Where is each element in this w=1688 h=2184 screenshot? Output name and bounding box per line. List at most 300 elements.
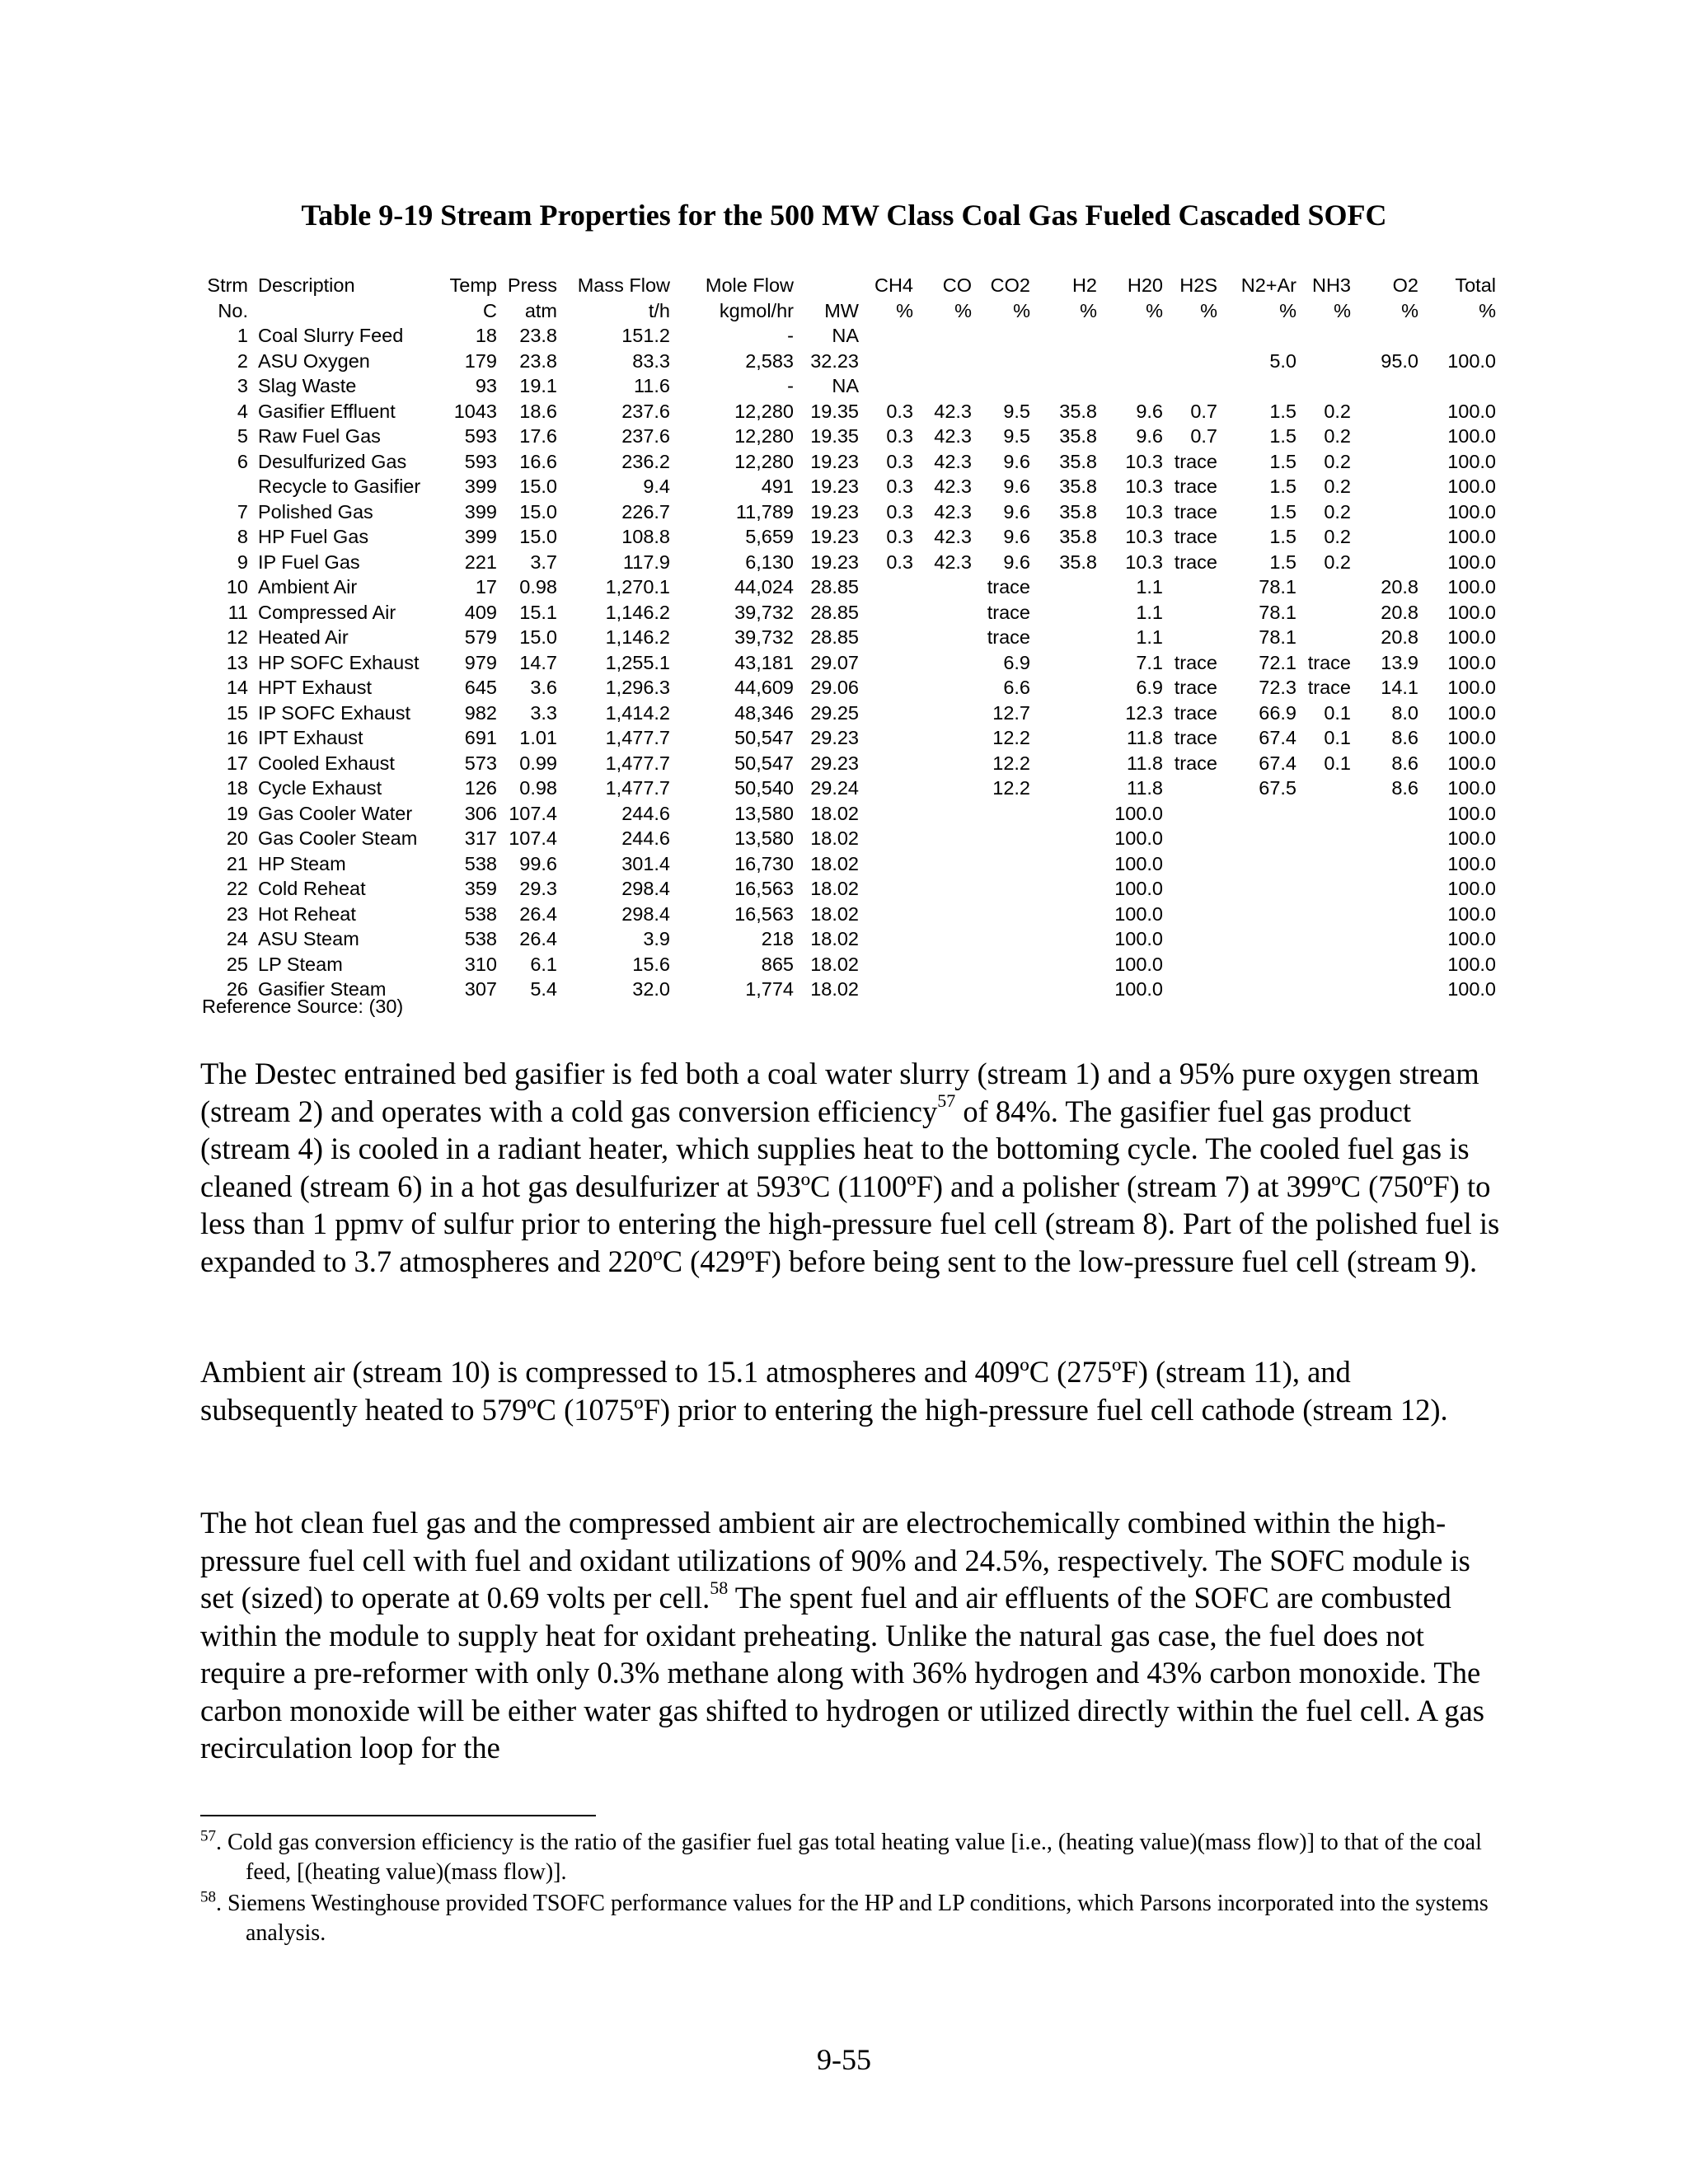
header-row-1 bbox=[202, 273, 1496, 298]
table-cell bbox=[1296, 902, 1351, 927]
table-cell bbox=[859, 625, 913, 650]
table-row bbox=[202, 424, 1496, 449]
table-cell bbox=[972, 876, 1030, 902]
table-cell bbox=[972, 323, 1030, 349]
table-cell: 15.0 bbox=[519, 526, 557, 547]
table-cell bbox=[972, 349, 1030, 374]
table-cell: 4 bbox=[237, 400, 248, 422]
table-cell bbox=[1351, 524, 1418, 550]
table-cell bbox=[1030, 876, 1097, 902]
table-cell: 982 bbox=[464, 701, 497, 724]
table-row bbox=[202, 801, 1496, 827]
table-cell: 100.0 bbox=[1114, 827, 1163, 849]
table-cell: 307 bbox=[464, 978, 497, 1000]
table-row bbox=[202, 776, 1496, 801]
table-cell: 95.0 bbox=[1381, 349, 1418, 372]
table-cell: 1,255.1 bbox=[605, 651, 670, 673]
table-cell: 18.02 bbox=[810, 852, 859, 874]
table-cell: 5.4 bbox=[530, 978, 557, 1000]
paragraph-text: The hot clean fuel gas and the compressed ambient air are electrochemically combined within the high-pressure fuel cell with fuel and oxidant utilizations of 90% and 24.5%, respectively. The SOFC module is set (sized) to operate at 0.69 volts per cell. bbox=[200, 1506, 1470, 1615]
table-cell: trace bbox=[1174, 551, 1217, 573]
table-cell: trace bbox=[1174, 450, 1217, 472]
table-cell: 3.9 bbox=[643, 928, 670, 949]
table-cell: 100.0 bbox=[1114, 878, 1163, 899]
table-cell: Recycle to Gasifier bbox=[258, 476, 421, 497]
table-cell bbox=[1097, 349, 1163, 374]
table-cell: 8.6 bbox=[1391, 752, 1418, 774]
table-cell bbox=[859, 826, 913, 851]
table-cell: 298.4 bbox=[621, 902, 670, 925]
table-cell: 42.3 bbox=[934, 476, 972, 497]
table-cell: trace bbox=[1174, 752, 1217, 774]
table-cell: 26.4 bbox=[519, 902, 557, 925]
table-cell: trace bbox=[987, 601, 1030, 623]
table-cell: trace bbox=[1174, 526, 1217, 547]
column-header: Press bbox=[507, 274, 557, 296]
table-cell: 5.0 bbox=[1269, 349, 1296, 372]
table-cell bbox=[1163, 876, 1217, 902]
table-cell bbox=[1030, 826, 1097, 851]
column-unit: t/h bbox=[648, 299, 670, 321]
table-cell: 0.3 bbox=[886, 425, 913, 447]
table-cell: 100.0 bbox=[1114, 852, 1163, 874]
table-cell: Ambient Air bbox=[258, 576, 358, 598]
table-cell: trace bbox=[1174, 500, 1217, 523]
table-cell: 67.4 bbox=[1259, 727, 1296, 748]
footnote-57 bbox=[200, 1828, 1503, 1887]
table-cell: 9.6 bbox=[1003, 551, 1030, 573]
column-header: NH3 bbox=[1311, 274, 1351, 296]
table-cell bbox=[1217, 801, 1296, 827]
table-cell: 179 bbox=[464, 349, 497, 372]
table-row bbox=[202, 826, 1496, 851]
table-cell: 1,477.7 bbox=[605, 727, 670, 748]
table-cell: 1,414.2 bbox=[605, 701, 670, 724]
table-cell: Desulfurized Gas bbox=[258, 450, 407, 472]
table-cell: 12 bbox=[226, 626, 248, 648]
table-cell: 10.3 bbox=[1125, 450, 1163, 472]
table-cell bbox=[913, 675, 972, 701]
table-cell: 15.0 bbox=[519, 476, 557, 497]
table-cell bbox=[1217, 876, 1296, 902]
table-cell: Gas Cooler Water bbox=[258, 802, 413, 824]
footnote-reference: 57 bbox=[937, 1090, 956, 1112]
table-cell bbox=[1351, 323, 1418, 349]
table-cell bbox=[1351, 851, 1418, 877]
table-row bbox=[202, 499, 1496, 525]
column-unit: kgmol/hr bbox=[719, 299, 794, 321]
table-cell bbox=[1351, 424, 1418, 449]
table-cell bbox=[1030, 776, 1097, 801]
table-cell: 0.1 bbox=[1324, 701, 1351, 724]
table-cell: 151.2 bbox=[621, 325, 670, 346]
stream-properties-table bbox=[202, 273, 1496, 1002]
table-cell bbox=[1030, 751, 1097, 776]
table-cell: 19.23 bbox=[810, 450, 859, 472]
table-cell: IP Fuel Gas bbox=[258, 551, 360, 573]
table-cell: 83.3 bbox=[632, 349, 670, 372]
table-cell bbox=[1030, 952, 1097, 977]
table-cell: 1.1 bbox=[1136, 626, 1163, 648]
table-cell: LP Steam bbox=[258, 953, 343, 975]
table-cell bbox=[1296, 801, 1351, 827]
column-header: O2 bbox=[1392, 274, 1418, 296]
table-cell: 8 bbox=[237, 526, 248, 547]
table-cell: 6 bbox=[237, 450, 248, 472]
table-cell: 100.0 bbox=[1447, 400, 1496, 422]
paragraph-text: of 84%. The gasifier fuel gas product (stream 4) is cooled in a radiant heater, which supplies heat to the bottoming cycle. The cooled fuel gas is cleaned (stream 6) in a hot gas desulfurizer at 593ºC (1100ºF) and a polisher (stream 7) at 399ºC (750ºF) to less than 1 ppmv of sulfur prior to entering the high-pressure fuel cell (stream 8). Part of the polished fuel is expanded to 3.7 atmospheres and 220ºC (429ºF) before being sent to the low-pressure fuel cell (stream 9). bbox=[200, 1094, 1500, 1278]
table-cell: 35.8 bbox=[1059, 500, 1097, 523]
table-cell: 0.1 bbox=[1324, 752, 1351, 774]
table-row bbox=[202, 524, 1496, 550]
table-cell: 979 bbox=[464, 651, 497, 673]
table-cell bbox=[913, 650, 972, 676]
table-cell: 108.8 bbox=[621, 526, 670, 547]
table-cell bbox=[1163, 625, 1217, 650]
table-cell: 691 bbox=[464, 727, 497, 748]
table-cell: 1,774 bbox=[745, 978, 794, 1000]
table-cell: 100.0 bbox=[1447, 349, 1496, 372]
table-cell: 18.02 bbox=[810, 827, 859, 849]
table-cell: 0.3 bbox=[886, 476, 913, 497]
column-header bbox=[794, 273, 859, 298]
table-cell: 645 bbox=[464, 677, 497, 698]
table-cell: 573 bbox=[464, 752, 497, 774]
column-unit: % bbox=[1334, 299, 1351, 321]
table-cell: Gasifier Effluent bbox=[258, 400, 396, 422]
table-cell bbox=[1163, 323, 1217, 349]
table-cell bbox=[1296, 625, 1351, 650]
column-unit: % bbox=[954, 299, 972, 321]
table-cell: 20.8 bbox=[1381, 626, 1418, 648]
table-cell: 13.9 bbox=[1381, 651, 1418, 673]
table-cell: 22 bbox=[226, 878, 248, 899]
table-cell bbox=[1030, 926, 1097, 952]
table-cell: Coal Slurry Feed bbox=[258, 325, 404, 346]
table-cell bbox=[913, 625, 972, 650]
table-cell: 100.0 bbox=[1447, 802, 1496, 824]
column-header: Temp bbox=[449, 274, 497, 296]
column-header: Strm bbox=[207, 274, 248, 296]
table-cell bbox=[1030, 902, 1097, 927]
table-cell: 100.0 bbox=[1447, 902, 1496, 925]
table-cell: 78.1 bbox=[1259, 576, 1296, 598]
table-cell: 29.23 bbox=[810, 727, 859, 748]
table-cell: trace bbox=[1174, 651, 1217, 673]
table-cell: 0.2 bbox=[1324, 500, 1351, 523]
table-cell bbox=[1217, 902, 1296, 927]
table-cell: 12,280 bbox=[734, 425, 794, 447]
table-cell bbox=[1030, 600, 1097, 626]
table-cell: 100.0 bbox=[1447, 978, 1496, 1000]
table-cell bbox=[859, 725, 913, 751]
table-cell: 0.99 bbox=[519, 752, 557, 774]
table-cell: 107.4 bbox=[509, 827, 557, 849]
table-cell: 15.0 bbox=[519, 500, 557, 523]
table-cell bbox=[1217, 977, 1296, 1002]
table-cell bbox=[1163, 574, 1217, 600]
table-row bbox=[202, 926, 1496, 952]
table-cell bbox=[913, 600, 972, 626]
table-cell: 1,296.3 bbox=[605, 677, 670, 698]
table-cell bbox=[1418, 323, 1496, 349]
table-cell: 0.2 bbox=[1324, 551, 1351, 573]
table-cell bbox=[972, 952, 1030, 977]
table-cell bbox=[913, 876, 972, 902]
table-cell: 0.3 bbox=[886, 526, 913, 547]
table-cell: 18 bbox=[475, 325, 497, 346]
table-row bbox=[202, 876, 1496, 902]
table-cell bbox=[859, 952, 913, 977]
table-cell: 28.85 bbox=[810, 601, 859, 623]
table-cell: 11.8 bbox=[1127, 777, 1163, 799]
table-cell bbox=[1030, 725, 1097, 751]
table-cell bbox=[913, 373, 972, 399]
table-cell: 100.0 bbox=[1447, 476, 1496, 497]
table-cell: 3.6 bbox=[530, 677, 557, 698]
table-cell: Raw Fuel Gas bbox=[258, 425, 381, 447]
table-cell: 538 bbox=[464, 902, 497, 925]
table-cell bbox=[1296, 600, 1351, 626]
table-cell: 9.6 bbox=[1003, 476, 1030, 497]
table-cell: 78.1 bbox=[1259, 626, 1296, 648]
table-cell: 19 bbox=[226, 802, 248, 824]
table-cell: 0.2 bbox=[1324, 476, 1351, 497]
table-cell: 0.2 bbox=[1324, 526, 1351, 547]
table-cell: 15 bbox=[226, 701, 248, 724]
table-row bbox=[202, 550, 1496, 575]
table-cell: 306 bbox=[464, 802, 497, 824]
table-cell: 359 bbox=[464, 878, 497, 899]
table-cell: ASU Steam bbox=[258, 928, 359, 949]
table-cell: 1.01 bbox=[519, 727, 557, 748]
column-unit: % bbox=[1146, 299, 1163, 321]
table-cell bbox=[859, 851, 913, 877]
table-cell: 399 bbox=[464, 476, 497, 497]
table-cell: 39,732 bbox=[734, 626, 794, 648]
table-cell bbox=[1296, 926, 1351, 952]
table-cell: 0.2 bbox=[1324, 450, 1351, 472]
table-cell: 18.02 bbox=[810, 878, 859, 899]
table-cell: 1,477.7 bbox=[605, 777, 670, 799]
table-cell bbox=[1217, 851, 1296, 877]
table-cell: trace bbox=[1307, 651, 1351, 673]
table-cell: IPT Exhaust bbox=[258, 727, 363, 748]
table-cell: NA bbox=[832, 325, 859, 346]
table-cell: 100.0 bbox=[1447, 500, 1496, 523]
table-cell bbox=[1351, 977, 1418, 1002]
table-cell: 6,130 bbox=[745, 551, 794, 573]
table-cell: 9.6 bbox=[1136, 400, 1163, 422]
table-cell: Cycle Exhaust bbox=[258, 777, 382, 799]
table-cell: 100.0 bbox=[1447, 752, 1496, 774]
table-cell: trace bbox=[1174, 727, 1217, 748]
table-cell: 23.8 bbox=[519, 349, 557, 372]
table-cell: 2,583 bbox=[745, 349, 794, 372]
table-cell bbox=[859, 876, 913, 902]
table-cell: 11.8 bbox=[1127, 752, 1163, 774]
table-cell bbox=[972, 826, 1030, 851]
footnote-text: . Siemens Westinghouse provided TSOFC performance values for the HP and LP conditions, which Parsons incorporated into the systems analysis. bbox=[216, 1891, 1489, 1946]
table-cell: 100.0 bbox=[1447, 651, 1496, 673]
table-cell bbox=[859, 801, 913, 827]
table-cell: HPT Exhaust bbox=[258, 677, 373, 698]
table-cell: 1.5 bbox=[1269, 551, 1296, 573]
table-cell: 67.4 bbox=[1259, 752, 1296, 774]
column-unit: No. bbox=[218, 299, 248, 321]
table-cell bbox=[1163, 926, 1217, 952]
table-cell bbox=[1296, 876, 1351, 902]
table-cell bbox=[1418, 373, 1496, 399]
table-cell: 107.4 bbox=[509, 802, 557, 824]
table-cell: 8.0 bbox=[1391, 701, 1418, 724]
table-cell bbox=[1296, 776, 1351, 801]
table-cell: 1,270.1 bbox=[605, 576, 670, 598]
table-cell: 19.23 bbox=[810, 526, 859, 547]
table-cell: 100.0 bbox=[1447, 852, 1496, 874]
column-header: CO bbox=[942, 274, 972, 296]
table-cell: 100.0 bbox=[1447, 701, 1496, 724]
table-cell bbox=[1351, 826, 1418, 851]
table-cell: 298.4 bbox=[621, 878, 670, 899]
table-cell: 50,547 bbox=[734, 752, 794, 774]
table-cell: 78.1 bbox=[1259, 601, 1296, 623]
table-cell: 100.0 bbox=[1447, 526, 1496, 547]
table-cell: IP SOFC Exhaust bbox=[258, 701, 411, 724]
table-cell: 1.5 bbox=[1269, 400, 1296, 422]
table-cell: 32.23 bbox=[810, 349, 859, 372]
table-cell bbox=[913, 701, 972, 726]
table-cell bbox=[1030, 675, 1097, 701]
table-cell bbox=[913, 751, 972, 776]
paragraph-text: The Destec entrained bed gasifier is fed both a coal water slurry (stream 1) and a 95% pure oxygen stream (stream 2) and operates with a cold gas conversion efficiency bbox=[200, 1057, 1479, 1128]
table-cell: trace bbox=[1174, 677, 1217, 698]
table-row bbox=[202, 701, 1496, 726]
table-cell: 1.1 bbox=[1136, 576, 1163, 598]
table-cell: 310 bbox=[464, 953, 497, 975]
table-cell: 1.5 bbox=[1269, 425, 1296, 447]
table-cell bbox=[1351, 499, 1418, 525]
table-cell: 66.9 bbox=[1259, 701, 1296, 724]
paragraph-3 bbox=[200, 1504, 1503, 1767]
table-cell: 0.98 bbox=[519, 777, 557, 799]
table-row bbox=[202, 574, 1496, 600]
table-cell bbox=[1351, 876, 1418, 902]
table-cell bbox=[1296, 826, 1351, 851]
table-cell: 42.3 bbox=[934, 526, 972, 547]
column-unit: % bbox=[1279, 299, 1296, 321]
column-header: Total bbox=[1455, 274, 1496, 296]
table-cell bbox=[859, 600, 913, 626]
table-cell: 16.6 bbox=[519, 450, 557, 472]
table-cell bbox=[1163, 349, 1217, 374]
table-cell: 10.3 bbox=[1125, 526, 1163, 547]
table-cell bbox=[913, 725, 972, 751]
table-cell: HP Steam bbox=[258, 852, 346, 874]
table-cell: 100.0 bbox=[1447, 827, 1496, 849]
table-cell: Cold Reheat bbox=[258, 878, 366, 899]
table-cell: 50,540 bbox=[734, 777, 794, 799]
table-cell: 237.6 bbox=[621, 400, 670, 422]
column-unit: % bbox=[1401, 299, 1418, 321]
table-cell: trace bbox=[1174, 701, 1217, 724]
table-cell bbox=[859, 349, 913, 374]
column-header: Description bbox=[258, 274, 355, 296]
reference-source: Reference Source: (30) bbox=[202, 996, 404, 1017]
table-cell: 12.2 bbox=[992, 752, 1030, 774]
table-cell: 19.35 bbox=[810, 400, 859, 422]
table-row bbox=[202, 474, 1496, 499]
table-cell: 42.3 bbox=[934, 500, 972, 523]
table-cell: 0.3 bbox=[886, 450, 913, 472]
table-cell: 16 bbox=[226, 727, 248, 748]
table-cell bbox=[1296, 851, 1351, 877]
table-cell: 42.3 bbox=[934, 400, 972, 422]
table-cell: 6.6 bbox=[1003, 677, 1030, 698]
table-cell: 18.02 bbox=[810, 978, 859, 1000]
table-cell: trace bbox=[1174, 476, 1217, 497]
table-cell: ASU Oxygen bbox=[258, 349, 370, 372]
table-cell: 9.6 bbox=[1003, 500, 1030, 523]
column-header: H2S bbox=[1179, 274, 1217, 296]
column-header: CH4 bbox=[874, 274, 913, 296]
table-cell: 100.0 bbox=[1447, 677, 1496, 698]
table-cell bbox=[972, 851, 1030, 877]
table-cell: 317 bbox=[464, 827, 497, 849]
table-cell: 237.6 bbox=[621, 425, 670, 447]
table-cell: 579 bbox=[464, 626, 497, 648]
table-cell: 9 bbox=[237, 551, 248, 573]
table-cell: 13 bbox=[226, 651, 248, 673]
table-cell bbox=[972, 373, 1030, 399]
table-cell: 0.7 bbox=[1190, 425, 1217, 447]
table-cell: 12.2 bbox=[992, 727, 1030, 748]
table-cell bbox=[1030, 625, 1097, 650]
table-cell: 28.85 bbox=[810, 576, 859, 598]
table-cell bbox=[1097, 323, 1163, 349]
table-cell: 9.4 bbox=[643, 476, 670, 497]
table-cell: 12,280 bbox=[734, 400, 794, 422]
table-cell bbox=[1030, 701, 1097, 726]
table-cell: 19.1 bbox=[519, 375, 557, 396]
table-cell: 14.7 bbox=[519, 651, 557, 673]
table-cell: 14.1 bbox=[1381, 677, 1418, 698]
table-cell: 42.3 bbox=[934, 551, 972, 573]
table-cell: HP SOFC Exhaust bbox=[258, 651, 420, 673]
column-unit: % bbox=[1200, 299, 1217, 321]
table-cell bbox=[972, 801, 1030, 827]
table-cell: 19.23 bbox=[810, 476, 859, 497]
table-cell: 8.6 bbox=[1391, 727, 1418, 748]
table-cell bbox=[859, 977, 913, 1002]
table-cell bbox=[1296, 952, 1351, 977]
table-cell bbox=[859, 650, 913, 676]
table-row bbox=[202, 399, 1496, 424]
column-unit bbox=[248, 298, 413, 324]
table-cell: 21 bbox=[226, 852, 248, 874]
table-cell bbox=[1030, 373, 1097, 399]
table-cell bbox=[1163, 977, 1217, 1002]
table-cell: 100.0 bbox=[1447, 878, 1496, 899]
table-cell: 93 bbox=[475, 375, 497, 396]
table-row bbox=[202, 349, 1496, 374]
table-cell bbox=[1163, 373, 1217, 399]
table-cell: 399 bbox=[464, 526, 497, 547]
table-cell: 126 bbox=[464, 777, 497, 799]
table-cell bbox=[1296, 349, 1351, 374]
table-cell: 6.9 bbox=[1136, 677, 1163, 698]
table-cell: 19.35 bbox=[810, 425, 859, 447]
